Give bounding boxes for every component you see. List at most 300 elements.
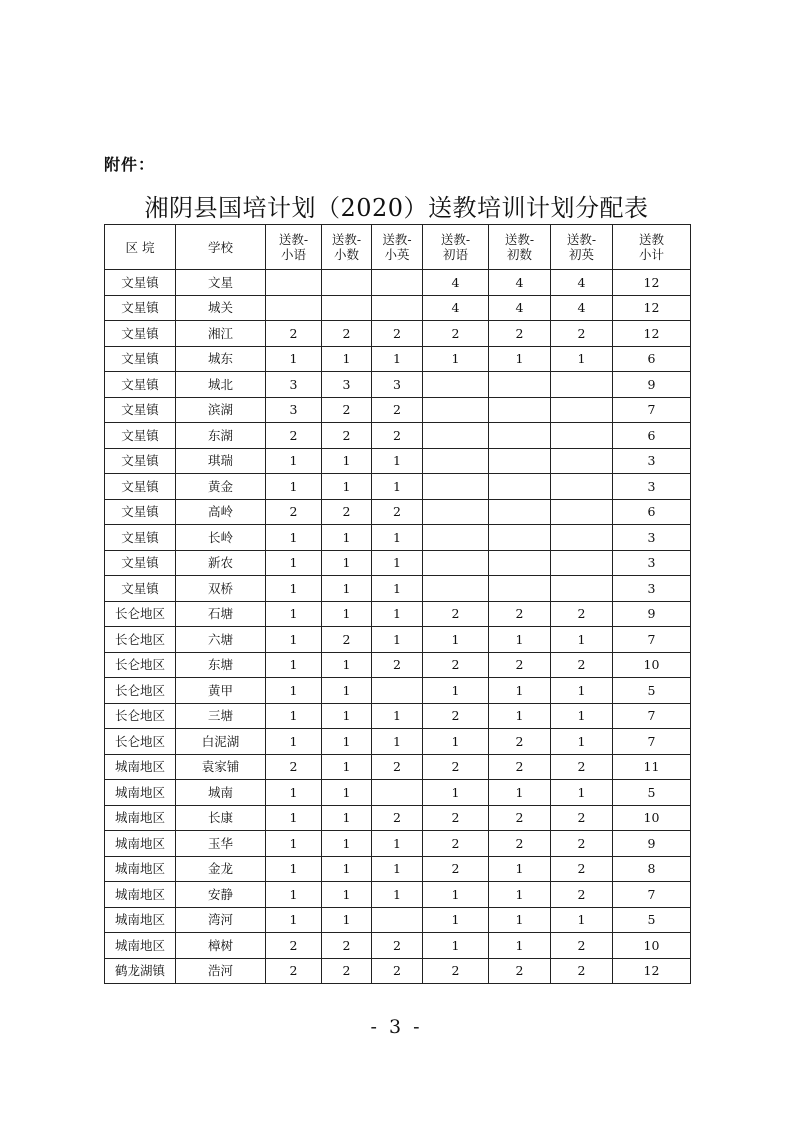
cell-junior-math: 1 — [489, 780, 551, 806]
cell-school: 高岭 — [176, 499, 266, 525]
cell-primary-math: 1 — [322, 550, 372, 576]
cell-primary-chinese: 2 — [266, 321, 322, 347]
cell-school: 袁家铺 — [176, 754, 266, 780]
table-row — [105, 295, 691, 321]
cell-junior-english — [551, 525, 613, 551]
cell-primary-chinese: 1 — [266, 703, 322, 729]
cell-primary-math: 1 — [322, 907, 372, 933]
cell-primary-chinese: 1 — [266, 652, 322, 678]
cell-school: 金龙 — [176, 856, 266, 882]
cell-junior-english: 1 — [551, 346, 613, 372]
cell-district: 城南地区 — [105, 831, 176, 857]
cell-primary-english: 2 — [372, 499, 423, 525]
cell-school: 湾河 — [176, 907, 266, 933]
column-header-line2: 初英 — [568, 247, 594, 262]
cell-junior-math: 2 — [489, 729, 551, 755]
cell-primary-english: 1 — [372, 729, 423, 755]
cell-primary-math: 1 — [322, 678, 372, 704]
cell-primary-chinese: 1 — [266, 448, 322, 474]
cell-junior-english: 1 — [551, 678, 613, 704]
cell-junior-english — [551, 397, 613, 423]
column-header-primary-english — [372, 225, 423, 270]
cell-primary-math: 1 — [322, 856, 372, 882]
cell-junior-english: 2 — [551, 805, 613, 831]
attachment-label: 附件： — [104, 155, 156, 174]
cell-primary-math: 1 — [322, 448, 372, 474]
cell-primary-math: 1 — [322, 729, 372, 755]
cell-junior-english: 2 — [551, 652, 613, 678]
cell-school: 城北 — [176, 372, 266, 398]
cell-district: 文星镇 — [105, 423, 176, 449]
cell-junior-math: 1 — [489, 703, 551, 729]
cell-primary-english — [372, 780, 423, 806]
table-row — [105, 525, 691, 551]
cell-junior-math — [489, 397, 551, 423]
cell-district: 文星镇 — [105, 372, 176, 398]
cell-school: 滨湖 — [176, 397, 266, 423]
cell-primary-chinese — [266, 270, 322, 296]
cell-primary-english: 2 — [372, 652, 423, 678]
cell-junior-chinese — [423, 525, 489, 551]
cell-subtotal: 3 — [613, 448, 691, 474]
table-row — [105, 678, 691, 704]
cell-junior-math — [489, 525, 551, 551]
column-header-primary-math — [322, 225, 372, 270]
cell-subtotal: 3 — [613, 576, 691, 602]
table-row — [105, 907, 691, 933]
cell-primary-chinese: 1 — [266, 576, 322, 602]
cell-junior-english: 1 — [551, 780, 613, 806]
cell-district: 城南地区 — [105, 907, 176, 933]
cell-primary-chinese: 2 — [266, 499, 322, 525]
cell-school: 湘江 — [176, 321, 266, 347]
cell-primary-math: 1 — [322, 703, 372, 729]
column-header-district — [105, 225, 176, 270]
cell-primary-chinese: 1 — [266, 678, 322, 704]
cell-junior-english: 4 — [551, 270, 613, 296]
cell-junior-chinese — [423, 448, 489, 474]
cell-primary-chinese: 1 — [266, 780, 322, 806]
cell-junior-chinese — [423, 474, 489, 500]
table-row — [105, 576, 691, 602]
table-row — [105, 397, 691, 423]
table-row — [105, 958, 691, 984]
cell-primary-english — [372, 295, 423, 321]
cell-primary-chinese: 2 — [266, 933, 322, 959]
cell-school: 琪瑞 — [176, 448, 266, 474]
table-row — [105, 346, 691, 372]
table-row — [105, 652, 691, 678]
cell-district: 长仑地区 — [105, 729, 176, 755]
cell-junior-math: 1 — [489, 882, 551, 908]
cell-junior-math — [489, 576, 551, 602]
cell-primary-english: 1 — [372, 601, 423, 627]
cell-primary-chinese: 1 — [266, 831, 322, 857]
cell-district: 文星镇 — [105, 295, 176, 321]
table-row — [105, 703, 691, 729]
cell-school: 黄甲 — [176, 678, 266, 704]
cell-district: 长仑地区 — [105, 703, 176, 729]
cell-primary-math: 1 — [322, 474, 372, 500]
table-row — [105, 270, 691, 296]
cell-primary-chinese: 1 — [266, 729, 322, 755]
cell-primary-math: 2 — [322, 627, 372, 653]
cell-primary-chinese — [266, 295, 322, 321]
table-row — [105, 474, 691, 500]
cell-junior-english: 1 — [551, 703, 613, 729]
cell-district: 文星镇 — [105, 474, 176, 500]
cell-junior-math: 2 — [489, 805, 551, 831]
cell-junior-chinese — [423, 576, 489, 602]
cell-primary-english: 1 — [372, 831, 423, 857]
cell-subtotal: 10 — [613, 652, 691, 678]
table-row — [105, 729, 691, 755]
cell-district: 文星镇 — [105, 525, 176, 551]
cell-junior-chinese: 2 — [423, 958, 489, 984]
cell-junior-english — [551, 550, 613, 576]
column-header-line2: 初语 — [442, 247, 468, 262]
cell-district: 文星镇 — [105, 448, 176, 474]
cell-primary-english: 1 — [372, 856, 423, 882]
cell-district: 文星镇 — [105, 550, 176, 576]
cell-district: 城南地区 — [105, 933, 176, 959]
cell-junior-chinese: 2 — [423, 321, 489, 347]
cell-primary-english: 1 — [372, 576, 423, 602]
cell-junior-math: 2 — [489, 321, 551, 347]
cell-primary-english: 1 — [372, 550, 423, 576]
cell-junior-chinese — [423, 372, 489, 398]
cell-junior-english: 2 — [551, 856, 613, 882]
cell-subtotal: 7 — [613, 397, 691, 423]
page-number: - 3 - — [370, 1016, 423, 1038]
table-body — [105, 270, 691, 984]
cell-subtotal: 11 — [613, 754, 691, 780]
column-header-junior-english — [551, 225, 613, 270]
cell-junior-chinese — [423, 397, 489, 423]
table-row — [105, 601, 691, 627]
cell-junior-chinese: 2 — [423, 754, 489, 780]
cell-junior-english: 2 — [551, 754, 613, 780]
cell-primary-math: 1 — [322, 831, 372, 857]
cell-subtotal: 12 — [613, 270, 691, 296]
cell-school: 安静 — [176, 882, 266, 908]
table-row — [105, 372, 691, 398]
cell-junior-math: 1 — [489, 346, 551, 372]
table-row — [105, 805, 691, 831]
cell-school: 长康 — [176, 805, 266, 831]
cell-subtotal: 9 — [613, 601, 691, 627]
cell-primary-math — [322, 295, 372, 321]
cell-primary-chinese: 1 — [266, 627, 322, 653]
cell-junior-math: 2 — [489, 831, 551, 857]
cell-school: 长岭 — [176, 525, 266, 551]
cell-subtotal: 5 — [613, 907, 691, 933]
cell-subtotal: 3 — [613, 525, 691, 551]
cell-school: 白泥湖 — [176, 729, 266, 755]
cell-school: 东塘 — [176, 652, 266, 678]
column-header-line2: 小数 — [333, 247, 359, 262]
cell-school: 石塘 — [176, 601, 266, 627]
table-row — [105, 448, 691, 474]
cell-district: 文星镇 — [105, 499, 176, 525]
allocation-table — [104, 224, 691, 984]
column-header-line1: 送教- — [331, 232, 362, 247]
table-row — [105, 627, 691, 653]
cell-junior-english: 4 — [551, 295, 613, 321]
column-header-line1: 送教- — [566, 232, 597, 247]
cell-junior-english: 2 — [551, 321, 613, 347]
cell-subtotal: 7 — [613, 627, 691, 653]
cell-primary-chinese: 1 — [266, 601, 322, 627]
cell-subtotal: 7 — [613, 729, 691, 755]
column-header-subtotal — [613, 225, 691, 270]
column-header-line1: 送教- — [504, 232, 535, 247]
cell-subtotal: 9 — [613, 372, 691, 398]
cell-subtotal: 3 — [613, 550, 691, 576]
cell-primary-english: 2 — [372, 933, 423, 959]
cell-school: 黄金 — [176, 474, 266, 500]
table-header — [105, 225, 691, 270]
cell-subtotal: 8 — [613, 856, 691, 882]
cell-junior-english — [551, 448, 613, 474]
cell-junior-math: 1 — [489, 933, 551, 959]
cell-subtotal: 7 — [613, 703, 691, 729]
cell-junior-math — [489, 372, 551, 398]
cell-primary-math: 2 — [322, 423, 372, 449]
cell-district: 城南地区 — [105, 754, 176, 780]
cell-primary-english: 1 — [372, 525, 423, 551]
cell-district: 文星镇 — [105, 397, 176, 423]
cell-junior-english — [551, 423, 613, 449]
column-header-line1: 送教 — [638, 232, 664, 247]
cell-district: 文星镇 — [105, 321, 176, 347]
cell-primary-english — [372, 678, 423, 704]
cell-school: 三塘 — [176, 703, 266, 729]
table-row — [105, 321, 691, 347]
cell-junior-chinese — [423, 550, 489, 576]
cell-junior-math — [489, 550, 551, 576]
cell-junior-chinese: 1 — [423, 882, 489, 908]
cell-subtotal: 5 — [613, 780, 691, 806]
cell-district: 城南地区 — [105, 856, 176, 882]
column-header-line1: 区 垸 — [125, 239, 155, 255]
cell-primary-english: 1 — [372, 703, 423, 729]
cell-primary-math: 1 — [322, 754, 372, 780]
cell-subtotal: 10 — [613, 933, 691, 959]
cell-junior-math — [489, 474, 551, 500]
cell-district: 城南地区 — [105, 780, 176, 806]
cell-primary-chinese: 3 — [266, 397, 322, 423]
cell-junior-english: 2 — [551, 933, 613, 959]
cell-junior-english: 1 — [551, 627, 613, 653]
cell-junior-english: 2 — [551, 831, 613, 857]
cell-subtotal: 10 — [613, 805, 691, 831]
cell-district: 长仑地区 — [105, 627, 176, 653]
cell-school: 玉华 — [176, 831, 266, 857]
cell-district: 城南地区 — [105, 805, 176, 831]
cell-junior-english: 2 — [551, 601, 613, 627]
cell-junior-chinese: 1 — [423, 933, 489, 959]
cell-subtotal: 3 — [613, 474, 691, 500]
cell-junior-english: 2 — [551, 958, 613, 984]
cell-junior-chinese: 1 — [423, 346, 489, 372]
cell-subtotal: 6 — [613, 499, 691, 525]
cell-school: 城南 — [176, 780, 266, 806]
cell-junior-chinese: 4 — [423, 295, 489, 321]
cell-junior-english — [551, 474, 613, 500]
cell-junior-chinese: 4 — [423, 270, 489, 296]
cell-primary-chinese: 2 — [266, 958, 322, 984]
cell-school: 文星 — [176, 270, 266, 296]
cell-junior-english: 1 — [551, 729, 613, 755]
cell-primary-math: 1 — [322, 601, 372, 627]
cell-junior-chinese: 1 — [423, 678, 489, 704]
cell-primary-english: 2 — [372, 397, 423, 423]
cell-junior-math — [489, 499, 551, 525]
cell-junior-chinese: 2 — [423, 703, 489, 729]
cell-junior-math: 4 — [489, 295, 551, 321]
cell-primary-chinese: 1 — [266, 805, 322, 831]
cell-primary-math: 2 — [322, 397, 372, 423]
cell-junior-math: 1 — [489, 678, 551, 704]
document-title: 湘阴县国培计划（2020）送教培训计划分配表 — [144, 194, 649, 222]
cell-school: 城关 — [176, 295, 266, 321]
cell-primary-english: 1 — [372, 627, 423, 653]
cell-junior-chinese: 1 — [423, 907, 489, 933]
column-header-junior-math — [489, 225, 551, 270]
cell-primary-math: 1 — [322, 882, 372, 908]
cell-subtotal: 6 — [613, 423, 691, 449]
column-header-line1: 送教- — [278, 232, 309, 247]
table-row — [105, 933, 691, 959]
cell-primary-math: 1 — [322, 805, 372, 831]
cell-primary-chinese: 2 — [266, 423, 322, 449]
cell-primary-english: 1 — [372, 474, 423, 500]
table-row — [105, 882, 691, 908]
column-header-line2: 小英 — [384, 247, 410, 262]
cell-primary-math: 1 — [322, 576, 372, 602]
column-header-line2: 小计 — [638, 247, 664, 262]
cell-junior-math: 2 — [489, 754, 551, 780]
cell-primary-math — [322, 270, 372, 296]
table-row — [105, 550, 691, 576]
column-header-line2: 初数 — [506, 247, 532, 262]
cell-junior-math — [489, 448, 551, 474]
cell-district: 文星镇 — [105, 576, 176, 602]
cell-primary-chinese: 1 — [266, 525, 322, 551]
cell-district: 长仑地区 — [105, 652, 176, 678]
cell-junior-math: 1 — [489, 856, 551, 882]
table-header-row — [105, 225, 691, 270]
cell-primary-chinese: 1 — [266, 550, 322, 576]
column-header-school — [176, 225, 266, 270]
cell-primary-english: 2 — [372, 958, 423, 984]
cell-school: 城东 — [176, 346, 266, 372]
cell-school: 新农 — [176, 550, 266, 576]
cell-junior-math — [489, 423, 551, 449]
cell-junior-chinese: 2 — [423, 601, 489, 627]
cell-junior-english: 2 — [551, 882, 613, 908]
cell-subtotal: 7 — [613, 882, 691, 908]
cell-junior-chinese: 1 — [423, 780, 489, 806]
table-row — [105, 831, 691, 857]
cell-primary-chinese: 3 — [266, 372, 322, 398]
cell-junior-chinese: 2 — [423, 831, 489, 857]
cell-primary-english: 2 — [372, 321, 423, 347]
cell-junior-math: 2 — [489, 601, 551, 627]
column-header-line1: 送教- — [440, 232, 471, 247]
table-row — [105, 499, 691, 525]
cell-school: 浩河 — [176, 958, 266, 984]
cell-primary-math: 1 — [322, 346, 372, 372]
cell-subtotal: 5 — [613, 678, 691, 704]
table-row — [105, 780, 691, 806]
cell-junior-chinese: 2 — [423, 856, 489, 882]
cell-junior-math: 2 — [489, 652, 551, 678]
cell-district: 城南地区 — [105, 882, 176, 908]
cell-primary-english: 2 — [372, 423, 423, 449]
cell-primary-english — [372, 270, 423, 296]
cell-district: 鹤龙湖镇 — [105, 958, 176, 984]
cell-primary-english: 2 — [372, 754, 423, 780]
table-row — [105, 754, 691, 780]
cell-junior-math: 1 — [489, 907, 551, 933]
cell-junior-english — [551, 499, 613, 525]
cell-primary-chinese: 2 — [266, 754, 322, 780]
cell-primary-math: 1 — [322, 780, 372, 806]
cell-primary-english: 1 — [372, 882, 423, 908]
cell-primary-english: 3 — [372, 372, 423, 398]
column-header-line2: 小语 — [280, 247, 306, 262]
column-header-line1: 送教- — [382, 232, 412, 247]
cell-junior-math: 1 — [489, 627, 551, 653]
cell-district: 长仑地区 — [105, 601, 176, 627]
cell-primary-english: 2 — [372, 805, 423, 831]
cell-junior-english — [551, 372, 613, 398]
cell-junior-math: 4 — [489, 270, 551, 296]
cell-primary-chinese: 1 — [266, 856, 322, 882]
cell-junior-chinese — [423, 499, 489, 525]
cell-primary-math: 2 — [322, 958, 372, 984]
cell-primary-chinese: 1 — [266, 346, 322, 372]
cell-subtotal: 6 — [613, 346, 691, 372]
cell-primary-math: 2 — [322, 321, 372, 347]
cell-school: 双桥 — [176, 576, 266, 602]
table-row — [105, 856, 691, 882]
cell-subtotal: 12 — [613, 321, 691, 347]
column-header-primary-chinese — [266, 225, 322, 270]
cell-primary-english — [372, 907, 423, 933]
cell-primary-math: 3 — [322, 372, 372, 398]
cell-subtotal: 9 — [613, 831, 691, 857]
cell-primary-english: 1 — [372, 448, 423, 474]
cell-junior-chinese — [423, 423, 489, 449]
cell-primary-chinese: 1 — [266, 882, 322, 908]
cell-school: 六塘 — [176, 627, 266, 653]
cell-district: 长仑地区 — [105, 678, 176, 704]
column-header-junior-chinese — [423, 225, 489, 270]
table-row — [105, 423, 691, 449]
cell-school: 东湖 — [176, 423, 266, 449]
column-header-line1: 学校 — [207, 239, 233, 255]
cell-junior-english: 1 — [551, 907, 613, 933]
cell-school: 樟树 — [176, 933, 266, 959]
cell-primary-math: 1 — [322, 525, 372, 551]
cell-junior-chinese: 2 — [423, 805, 489, 831]
cell-district: 文星镇 — [105, 346, 176, 372]
cell-district: 文星镇 — [105, 270, 176, 296]
cell-junior-chinese: 1 — [423, 729, 489, 755]
